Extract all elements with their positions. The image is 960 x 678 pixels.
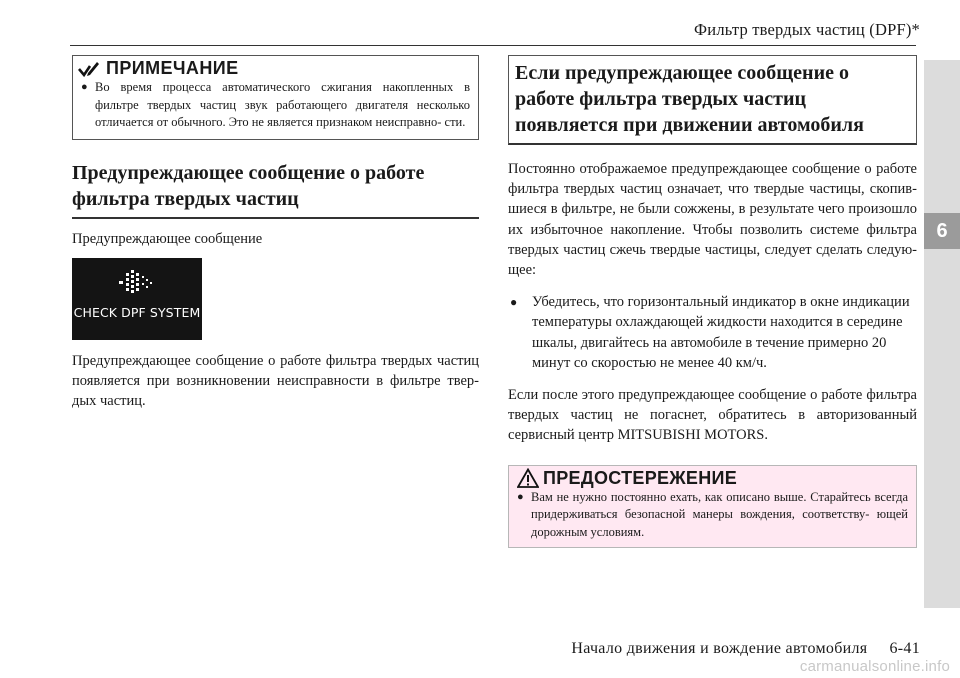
driving-instruction-text: Убедитесь, что горизонтальный индикатор в окне индикации температуры охлаждающей жидкости находится в середине шкалы, двигайтесь на автомобиле в течение примерно 20 минут со скоростью не менее 40 км/ч.: [532, 294, 910, 371]
left-column: [72, 55, 479, 411]
note-header: [78, 56, 470, 79]
note-box: [72, 55, 479, 140]
section-heading-while-driving: Если предупреждающее сообщение о работе фильтра твердых частиц появляется при движении автомобиля: [508, 55, 917, 145]
bullet-icon: ●: [81, 81, 88, 93]
dpf-warning-display-image: [72, 258, 202, 340]
caution-heading: ПРЕДОСТЕРЕЖЕНИЕ: [543, 467, 738, 488]
caution-bullet: [517, 489, 908, 542]
dpf-warning-description: Предупреждающее сообщение о работе фильтра твердых частиц появляется при возникновении неисправности в фильтре твер- дых частиц.: [72, 352, 479, 409]
footer-section-title: Начало движения и вождение автомобиля: [571, 640, 868, 657]
pencil-check-icon: [78, 60, 100, 78]
driving-instruction-bullet: [508, 292, 917, 373]
watermark: carmanualsonline.info: [799, 658, 950, 675]
note-bullet: [81, 79, 470, 132]
caution-box: [508, 465, 917, 549]
page-footer: [571, 640, 920, 658]
dpf-filter-icon: [119, 269, 153, 297]
page-number: 6-41: [889, 640, 920, 657]
chapter-side-tab[interactable]: [924, 60, 960, 608]
bullet-icon: ●: [517, 490, 524, 503]
caution-bullet-text: Вам не нужно постоянно ехать, как описано выше. Старайтесь всегда придерживаться безопасной манеры вождения, соответству- ющей дорожным условиям.: [531, 489, 908, 539]
chapter-number: 6: [924, 213, 960, 249]
header-divider: [70, 45, 916, 46]
driving-paragraph-1: Постоянно отображаемое предупреждающее сообщение о работе фильтра твердых частиц означает, что твердые частицы, скопив- шиеся в фильтре, не были сожжены, в результате чего произошло их избыточное накопление. Чтобы позволить системе фильтра твердых частиц сжечь твердые частицы, следует сделать следую- щее:: [508, 161, 917, 279]
driving-paragraph-2: Если после этого предупреждающее сообщение о работе фильтра твердых частиц не погаснет, обратитесь в авторизованный сервисный центр MITSUBISHI MOTORS.: [508, 387, 917, 444]
section-heading-dpf-warning: Предупреждающее сообщение о работе фильтра твердых частиц: [72, 154, 479, 219]
note-bullet-text: Во время процесса автоматического сжигания накопленных в фильтре твердых частиц звук работающего двигателя несколько отличается от обычного. Это не является признаком неисправно- сти.: [95, 80, 470, 129]
warning-triangle-icon: [517, 468, 539, 488]
page-header-title: Фильтр твердых частиц (DPF)*: [694, 20, 920, 39]
right-column: [508, 55, 917, 548]
bullet-icon: ●: [510, 295, 518, 310]
dpf-warning-caption: CHECK DPF SYSTEM: [73, 304, 201, 320]
caution-header: [517, 466, 908, 489]
warning-message-label: Предупреждающее сообщение: [72, 230, 263, 247]
note-heading: ПРИМЕЧАНИЕ: [106, 58, 239, 78]
